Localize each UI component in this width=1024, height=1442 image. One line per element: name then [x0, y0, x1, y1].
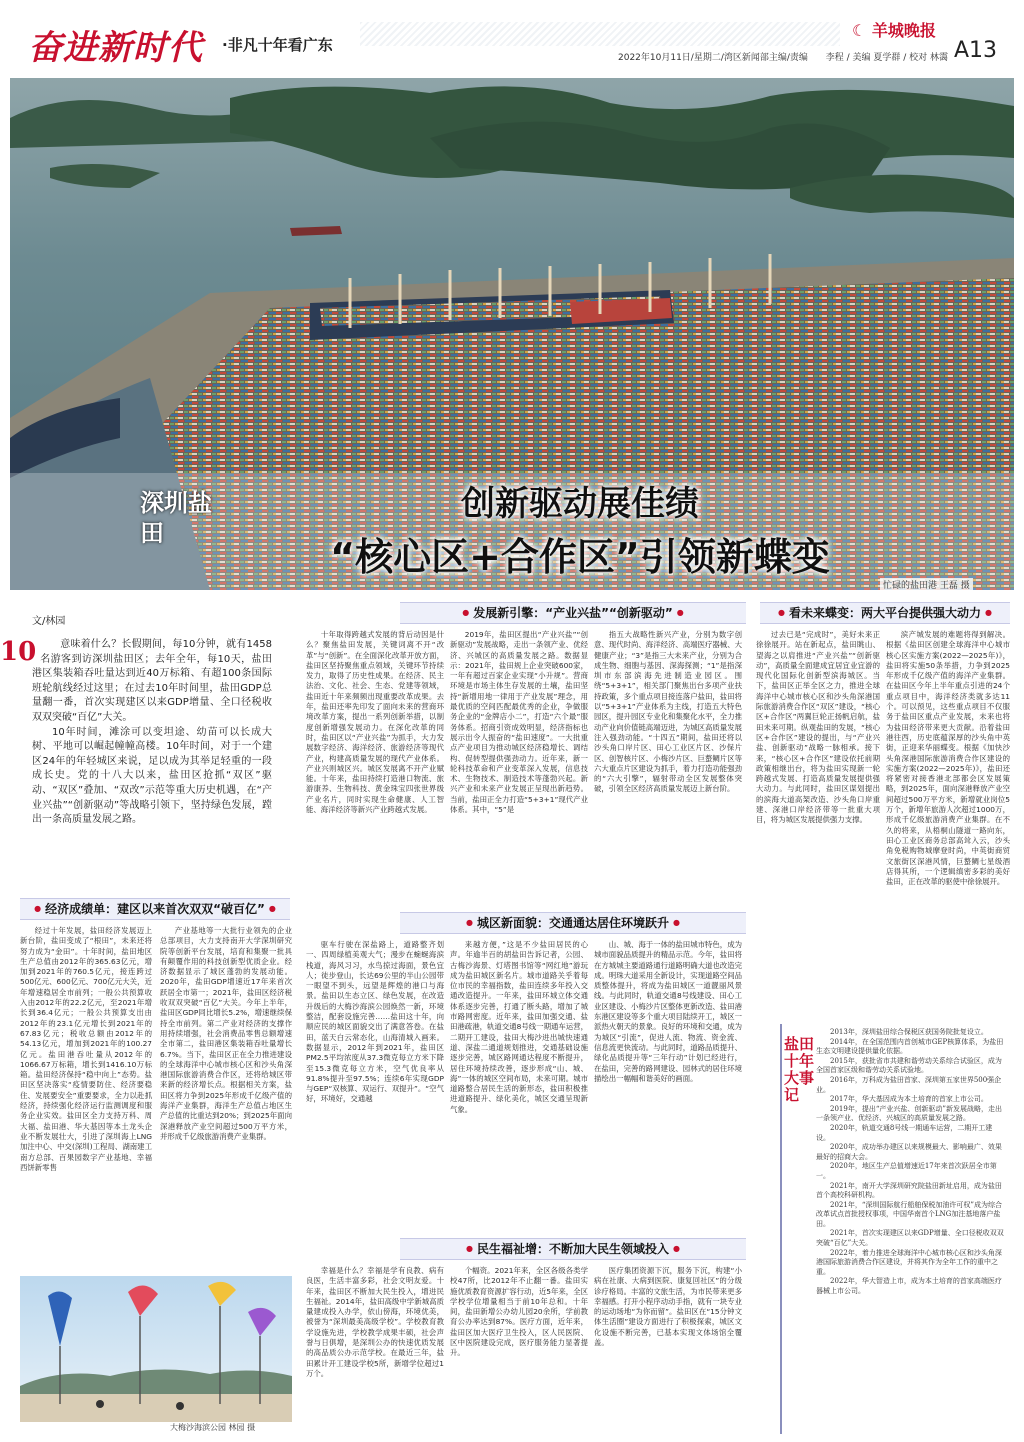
photo-credit: 忙碌的盐田港 王磊 摄	[880, 578, 973, 591]
column-city-3: 山、城、海于一体的盐田城市特色，成为城市面貌品质提升的精品示范。今年，盐田将在方城城主要道路通行道路明确大道也改造完成。明珠大道采用全新设计，实现道路空间品质整体提升，将成为盐田城区一道靓丽风景线。与此同时，轨道交通8号线建设、田心工业区建设、小梅沙片区整体更新改造、盐田港东港区建设等多个重大项目陆续开工，城区一派热火朝天的景象。良好的环境和交通，成为为城区“引流”，促进人流、物流、资金流、信息流更快流动。与此同时，道路品质提升、绿化品质提升等“三年行动”计划已经进行，在盐田，完善的路网建设、园林式的居住环境描绘出一幅幅和谐美好的画面。	[594, 940, 742, 1083]
page-header	[0, 0, 1024, 76]
column-engine-3: 指五大战略性新兴产业，分别为数字创意、现代时尚、海洋经济、高端医疗器械、大健康产业；“3”是指三大未来产业，分别为合成生物、细胞与基因、深海探测；“1”是指深圳市东部滨海先进制造业园区。围绕“5+3+1”，相关部门聚焦出台多项产业扶持政策，多个重点项目接连落户盐田，盐田将以“5+3+1”产业体系为主线，打造五大特色园区，提升园区专业化和集聚化水平，全力推动产业向价值链高端迈进，为城区高质量发展注入强劲动能。“十四五”期间，盐田还将以沙头角口岸片区、田心工业区片区、沙保片区、创智核片区、小梅沙片区、巨螯鲷片区等六大重点片区建设为抓手，着力打造功能强劲的“六大引擎”，辐射带动全区发展整体突破，引领全区经济高质量发展迈上新台阶。	[594, 630, 742, 794]
beach-kite-photo	[20, 1276, 292, 1422]
section-header-city: ● 城区新面貌：交通通达居住环境跃升 ●	[400, 912, 746, 934]
section-header-engine: ● 发展新引擎：“产业兴盐”“创新驱动” ●	[400, 602, 746, 624]
subheadline: “核心区+合作区”引领新蝶变	[330, 535, 830, 579]
beach-kite-drawing	[20, 1276, 292, 1422]
milestone-item: 2020年，地区生产总值增速近17年来首次跃居全市第一。	[816, 1162, 997, 1180]
milestone-item: 2019年，提出“产业兴盐、创新驱动”新发展战略，走出一条领产业、优经济、兴城区的高质量发展之路。	[816, 1104, 1002, 1123]
column-future-1: 过去已是“完成时”，美好未来正徐徐展开。站在新起点，盐田眺山、望海之以肩推进“产业兴盐”“创新驱动”，高质量全面建成宜居宜业宜游的现代化国际化创新型滨海城区。当下，盐田区正举全区之力，推进全球海洋中心城市核心区和沙头角深港国际旅游消费合作区“双区”建设，“核心区+合作区”两翼巨轮正扬帆启航，盐田未来可期。纵观盐田的发展，“核心区+合作区”建设的提出，与“产业兴盐、创新驱动”战略一脉相承。接下来，“核心区+合作区”建设依托前期政策相继出台，将为盐田实现新一轮跨越式发展、打造高质量发展提供强大动力。与此同时，盐田区谋划提出的滨海大道高架改造、沙头角口岸重建、深港口岸经济带等一批重大项目，将为城区发展提供强力支撑。	[756, 630, 880, 825]
milestone-item: 2013年，深圳盐田综合保税区获国务院批复设立。	[830, 1028, 988, 1036]
milestones-title: 盐田十年大事记	[784, 1035, 815, 1104]
section-header-welfare: ● 民生福祉增：不断加大民生领域投入 ●	[400, 1238, 746, 1260]
milestone-item: 2021年，首次实现建区以来GDP增量、全口径税收双双突破“百亿”大关。	[816, 1229, 1004, 1248]
editors: 李程 / 美编 夏学群 / 校对 林霭	[825, 53, 948, 63]
milestone-item: 2021年，“深圳国际航行船舶保税加油许可权”成为综合改革试点首批授权事项，中国华南首个LNG加注基地落户盐田。	[816, 1200, 1002, 1228]
column-economy-1: 经过十年发展，盐田经济发展迈上新台阶，盐田变成了“根田”，未来还将努力成为“金田”。十年时间，盐田地区生产总值由2012年的365.63亿元，增加到2021年的760.5亿元，接连跨过500亿元、600亿元、700亿元大关，近年增速稳居全市前列；一般公共预算收入由2012年的22.2亿元，至2021年增长到36.4亿元；一般公共预算支出由2012年的23.1亿元增长到2021年的67.83亿元；税收总额由2012年的54.13亿元，增加到2021年的100.27亿元。盐田港吞吐量从2012年的1066.67万标箱，增长到1416.10万标箱。盐田经济保持“稳中向上”态势。盐田区坚决落实“疫情要防住、经济要稳住、发展要安全”重要要求，全力以赴抓经济，持续强化经济运行监测调度和服务企业实效。盐田区全力支持万科、周大福、盐田港、华大基因等本土龙头企业不断发展壮大，引进了深圳海上LNG加注中心、中交(深圳)工程局、湖南建工南方总部、百果园数字产业基地、幸福西饼新零售	[20, 926, 152, 1172]
dropcap: 10	[0, 637, 37, 667]
column-welfare-3: 医疗集团资源下沉，服务下沉，构建“小病在社康、大病到医院、康复回社区”的分级诊疗格局。丰富的文旅生活，为市民带来更多幸福感。打开小程序动动手指，就有一块专业的运动场地“为你而留”。盐田区在“15分钟文体生活圈”建设方面进行了积极探索，城区文化设施不断完善，已基本实现文体场馆全覆盖。	[594, 1266, 742, 1348]
section-header-economy: ● 经济成绩单：建区以来首次双双“破百亿” ●	[20, 898, 290, 920]
lead-paragraph: 10 意味着什么？长假期间，每10分钟，就有1458名游客到访深圳盐田区；去年全年，每10天，盐田港区集装箱吞吐量达到近40万标箱、有超100条国际班轮航线经过这里；在过去10年时间里，盐田GDP总量翻一番，首次实现建区以来GDP增量、全口径税收双双突破“百亿”大关。 10年时间，滩涂可以变坦途、幼苗可以长成大树、平地可以崛起幢幢高楼。10年时间，对于一个建区24年的年轻城区来说，足以成为其举足轻重的一段成长史。党的十八大以来，盐田区抢抓“双区”驱动、“双区”叠加、“双改”示范等重大历史机遇，在“产业兴盐”“创新驱动”等战略引领下，坚持绿色发展，蹚出一条高质量发展之路。	[32, 638, 272, 884]
milestone-item: 2021年，南开大学深圳研究院盐田新址启用，成为盐田首个高校科研机构。	[816, 1181, 1002, 1200]
kite-photo-caption: 大梅沙海滨公园 林园 摄	[170, 1423, 256, 1432]
milestone-item: 2022年，华大智造上市，成为本土培育的首家高端医疗器械上市公司。	[816, 1277, 1002, 1296]
column-engine-1: 十年取得跨越式发展的背后动因是什么？聚焦盐田发展，关键词离不开“改革”与“创新”。在全面深化改革开放方面，盐田区坚持聚焦重点领域，关键环节持续发力，取得了历史性成果。在经济、民主法治、文化、社会、生态、党建等领域，盐田近十年来频频出现重要改革成果。去年，盐田还率先印发了面向未来的营商环境改革方案，提出一系列创新举措，以制度创新增强发展动力。在深化改革的同时，盐田区以“产业兴盐”为抓手，大力发展数字经济、海洋经济、旅游经济等现代产业，构建高质量发展的现代产业体系。产业兴则城区兴。城区发展离不开产业赋能。十年来，盐田持续打造港口物流、旅游康养、生物科技、黄金珠宝四张世界级产业名片，同时实现生命健康、人工智能、海洋经济等新兴产业跨越式发展。	[306, 630, 444, 815]
byline: 文/林园	[32, 616, 66, 627]
headline: 创新驱动展佳绩	[461, 484, 699, 524]
column-city-1: 驱车行驶在深盐路上，道路整齐划一、四周绿植美观大气；漫步在蜿蜒海滨栈道，海风习习，水鸟掠过海面，景色宜人；徒步登山，长达69公里的半山公园带一眼望不到头，远望是辉煌的港口与海景。盐田以生态立区、绿色发展，在改造升级后的大梅沙海滨公园焕然一新，环境整洁，配套设施完善……盐田这十年，向顺应民的城区面貌交出了满意答卷。在盐田，蓝天白云常态化，山海清城入画来。数据显示，2012年到2021年，盐田区PM2.5平均浓度从37.3微克每立方米下降至15.3微克每立方米，空气优良率从91.8%提升至97.5%；连续6年实现GDP与GEP“双核算、双运行、双提升”。“空气好，环境好，交通越	[306, 940, 444, 1104]
page-number: A13	[954, 38, 998, 63]
column-economy-2: 产业基地等一大批行业领先的企业总部项目，大力支持南开大学深圳研究院等创新平台发展，培育和集聚一批具有颠覆作用的科技创新型优质企业。经济数据显示了城区蓬勃的发展动能。2020年，盐田GDP增速近17年来首次跃居全市第一；2021年，盐田区经济税收双双突破“百亿”大关。今年上半年，盐田区GDP同比增长5.2%，增速继续保持全市前列。第二产业对经济的支撑作用持续增强，社会消费品零售总额增速全市第二，盐田港区集装箱吞吐量增长6.7%。当下，盐田区正在全力推进建设的全球海洋中心城市核心区和沙头角深港国际旅游消费合作区，还将给城区带来新的经济增长点。根据相关方案，盐田区将力争到2025年形成千亿级产值的海洋产业集群，海洋生产总值占地区生产总值的比重达到20%；到2025年面向深港释放产业空间超过500万平方米，并形成千亿级旅游消费产业集群。	[160, 926, 292, 1141]
column-logo: 奋进新时代	[28, 28, 203, 68]
milestone-item: 2014年，在全国范围内首创城市GEP核算体系，为盐田生态文明建设提供量化依据。	[816, 1037, 1004, 1056]
column-engine-2: 2019年，盐田区提出“产业兴盐”“创新驱动”发展战略，走出一条领产业、优经济、兴城区的高质量发展之路。数据显示：2021年，盐田规上企业突破600家，一年有超过百家企业实现“小升规”。营商环境是市场主体生存发展的土壤，盐田坚持“新增用地一律用于产业发展”理念，用最优质的空间匹配最优秀的企业，争做服务企业的“金牌店小二”，打造“六个最”服务体系。招商引资成效明显，经济指标也展示出令人振奋的“盐田速度”。一大批重点产业项目为推动城区经济稳增长、调结构、促转型提供强劲动力。近年来，新一轮科技革命和产业变革深入发展，信息技术、生物技术、制造技术等蓬勃兴起。新兴产业和未来产业发展正呈现出新趋势。当前，盐田正全力打造“5+3+1”现代产业体系。其中，“5”是	[450, 630, 588, 815]
header-decoration	[360, 22, 840, 46]
masthead-icon: ☾	[852, 21, 872, 40]
column-future-2: 滨产城发展的难题将得到解决。根据《盐田区创建全球海洋中心城市核心区实施方案(2022—2025年)》，盐田将实施50条举措，力争到2025年形成千亿级产值的海洋产业集群。在盐田区今年上半年重点引进的24个重点项目中，海洋经济类就多达11个。可以预见，这些重点项目不仅服务于盐田区重点产业发展，未来也将为盐田经济带来更大贡献。沿着盐田港往西，历史底蕴深厚的沙头角中英街，正迎来华丽蝶变。根据《加快沙头角深港国际旅游消费合作区建设的实施方案(2022—2025年)》，盐田还将紧密对接香港北部都会区发展策略，到2025年，面向深港释放产业空间超过500万平方米，新增就业岗位5万个，新增年旅游人次超过1000万，形成千亿级旅游消费产业集群。在不久的将来，从梧桐山隧道一路向东，田心工业区商务总部高耸入云，沙头角免税购物城摩登时尚，中英街商贸文旅街区深港风情，巨螯鲷七星级酒店得其所，一个逻辑缜密多彩的美好盐田，正在改革的驱使中徐徐展开。	[886, 630, 1010, 887]
milestone-item: 2020年，轨道交通8号线一期通车运营，二期开工建设。	[816, 1123, 993, 1142]
milestone-item: 2020年，成功举办建区以来规模最大、影响最广、效果最好的招商大会。	[816, 1143, 1002, 1161]
section-header-future: ● 看未来蝶变：两大平台提供强大动力 ●	[760, 602, 1010, 624]
column-welfare-2: 个幅资。2021年来，全区各级各类学校47所，比2012年不止翻一番。盐田实施优质教育资源扩容行动，近5年来，全区学校学位增量相当于前10年总和。十年间，盐田新增公办幼儿园20余所，学前教育公办率达到87%。医疗方面，近年来，盐田区加大医疗卫生投入，区人民医院、区中医院建设完成，医疗服务能力显著提升。	[450, 1266, 588, 1358]
milestone-item: 2022年，着力推进全球海洋中心城市核心区和沙头角深港国际旅游消费合作区建设，并将其作为全年工作的重中之重。	[816, 1248, 1002, 1276]
column-subtitle: ·非凡十年看广东	[222, 36, 333, 54]
dateline: 2022年10月11日/星期二/湾区新闻部主编/责编	[618, 53, 808, 63]
column-welfare-1: 幸福是什么？幸福是学有良教、病有良医，生活丰富多彩，社会文明友爱。十年来，盐田区不断加大民生投入，增进民生福祉。2014年，盐田高级中学新城高质量建成投入办学，依山傍海，环境优美，被誉为“深圳最美高级学校”。学校教育教学设施先进，学校教学成果丰硕，社会声誉与日俱增，是深圳公办的快速优质发展的高品质公办示范学校。在最近三年，盐田累计开工建设学校5所，新增学位超过1万个。	[306, 1266, 444, 1378]
milestone-item: 2015年，获批省市共建和谐劳动关系综合试验区，成为全国首家区级和谐劳动关系试验地。	[816, 1056, 1002, 1075]
milestone-item: 2016年，万科成为盐田首家、深圳第五家世界500强企业。	[816, 1075, 1002, 1094]
title-city: 深圳盐田	[140, 489, 212, 547]
masthead: ☾ 羊城晚报	[852, 21, 936, 40]
milestones-list	[816, 1028, 1006, 1297]
column-city-2: 来越方便，”这是不少盐田居民的心声。年逾半百的胡盐田告诉记者，公园、古梅沙海景、灯塔图书馆等“网红地”游玩成为盐田城区新名片。城市道路关乎着每位市民的幸福指数，盐田连续多年投入交通改造提升。一年来，盐田环城立体交通体系逐步完善，打通了断头路，增加了城市路网密度。近年来，盐田加强交通、盐田港疏港，轨道交通8号线一期通车运营，二期开工建设，盐田大梅沙进出城快速通道、深盐二通道规划推进，交通基础设施逐步完善，城区路网通达程度不断提升，居住环境持续改善，逐步形成“山、城、海”一体的城区空间布局，未来可期。城市道路整合居民生活的新形态，盐田积极推进道路提升、绿化美化，城区交通呈现新气象。	[450, 940, 588, 1114]
milestone-item: 2017年，华大基因成为本土培育的首家上市公司。	[830, 1095, 988, 1104]
